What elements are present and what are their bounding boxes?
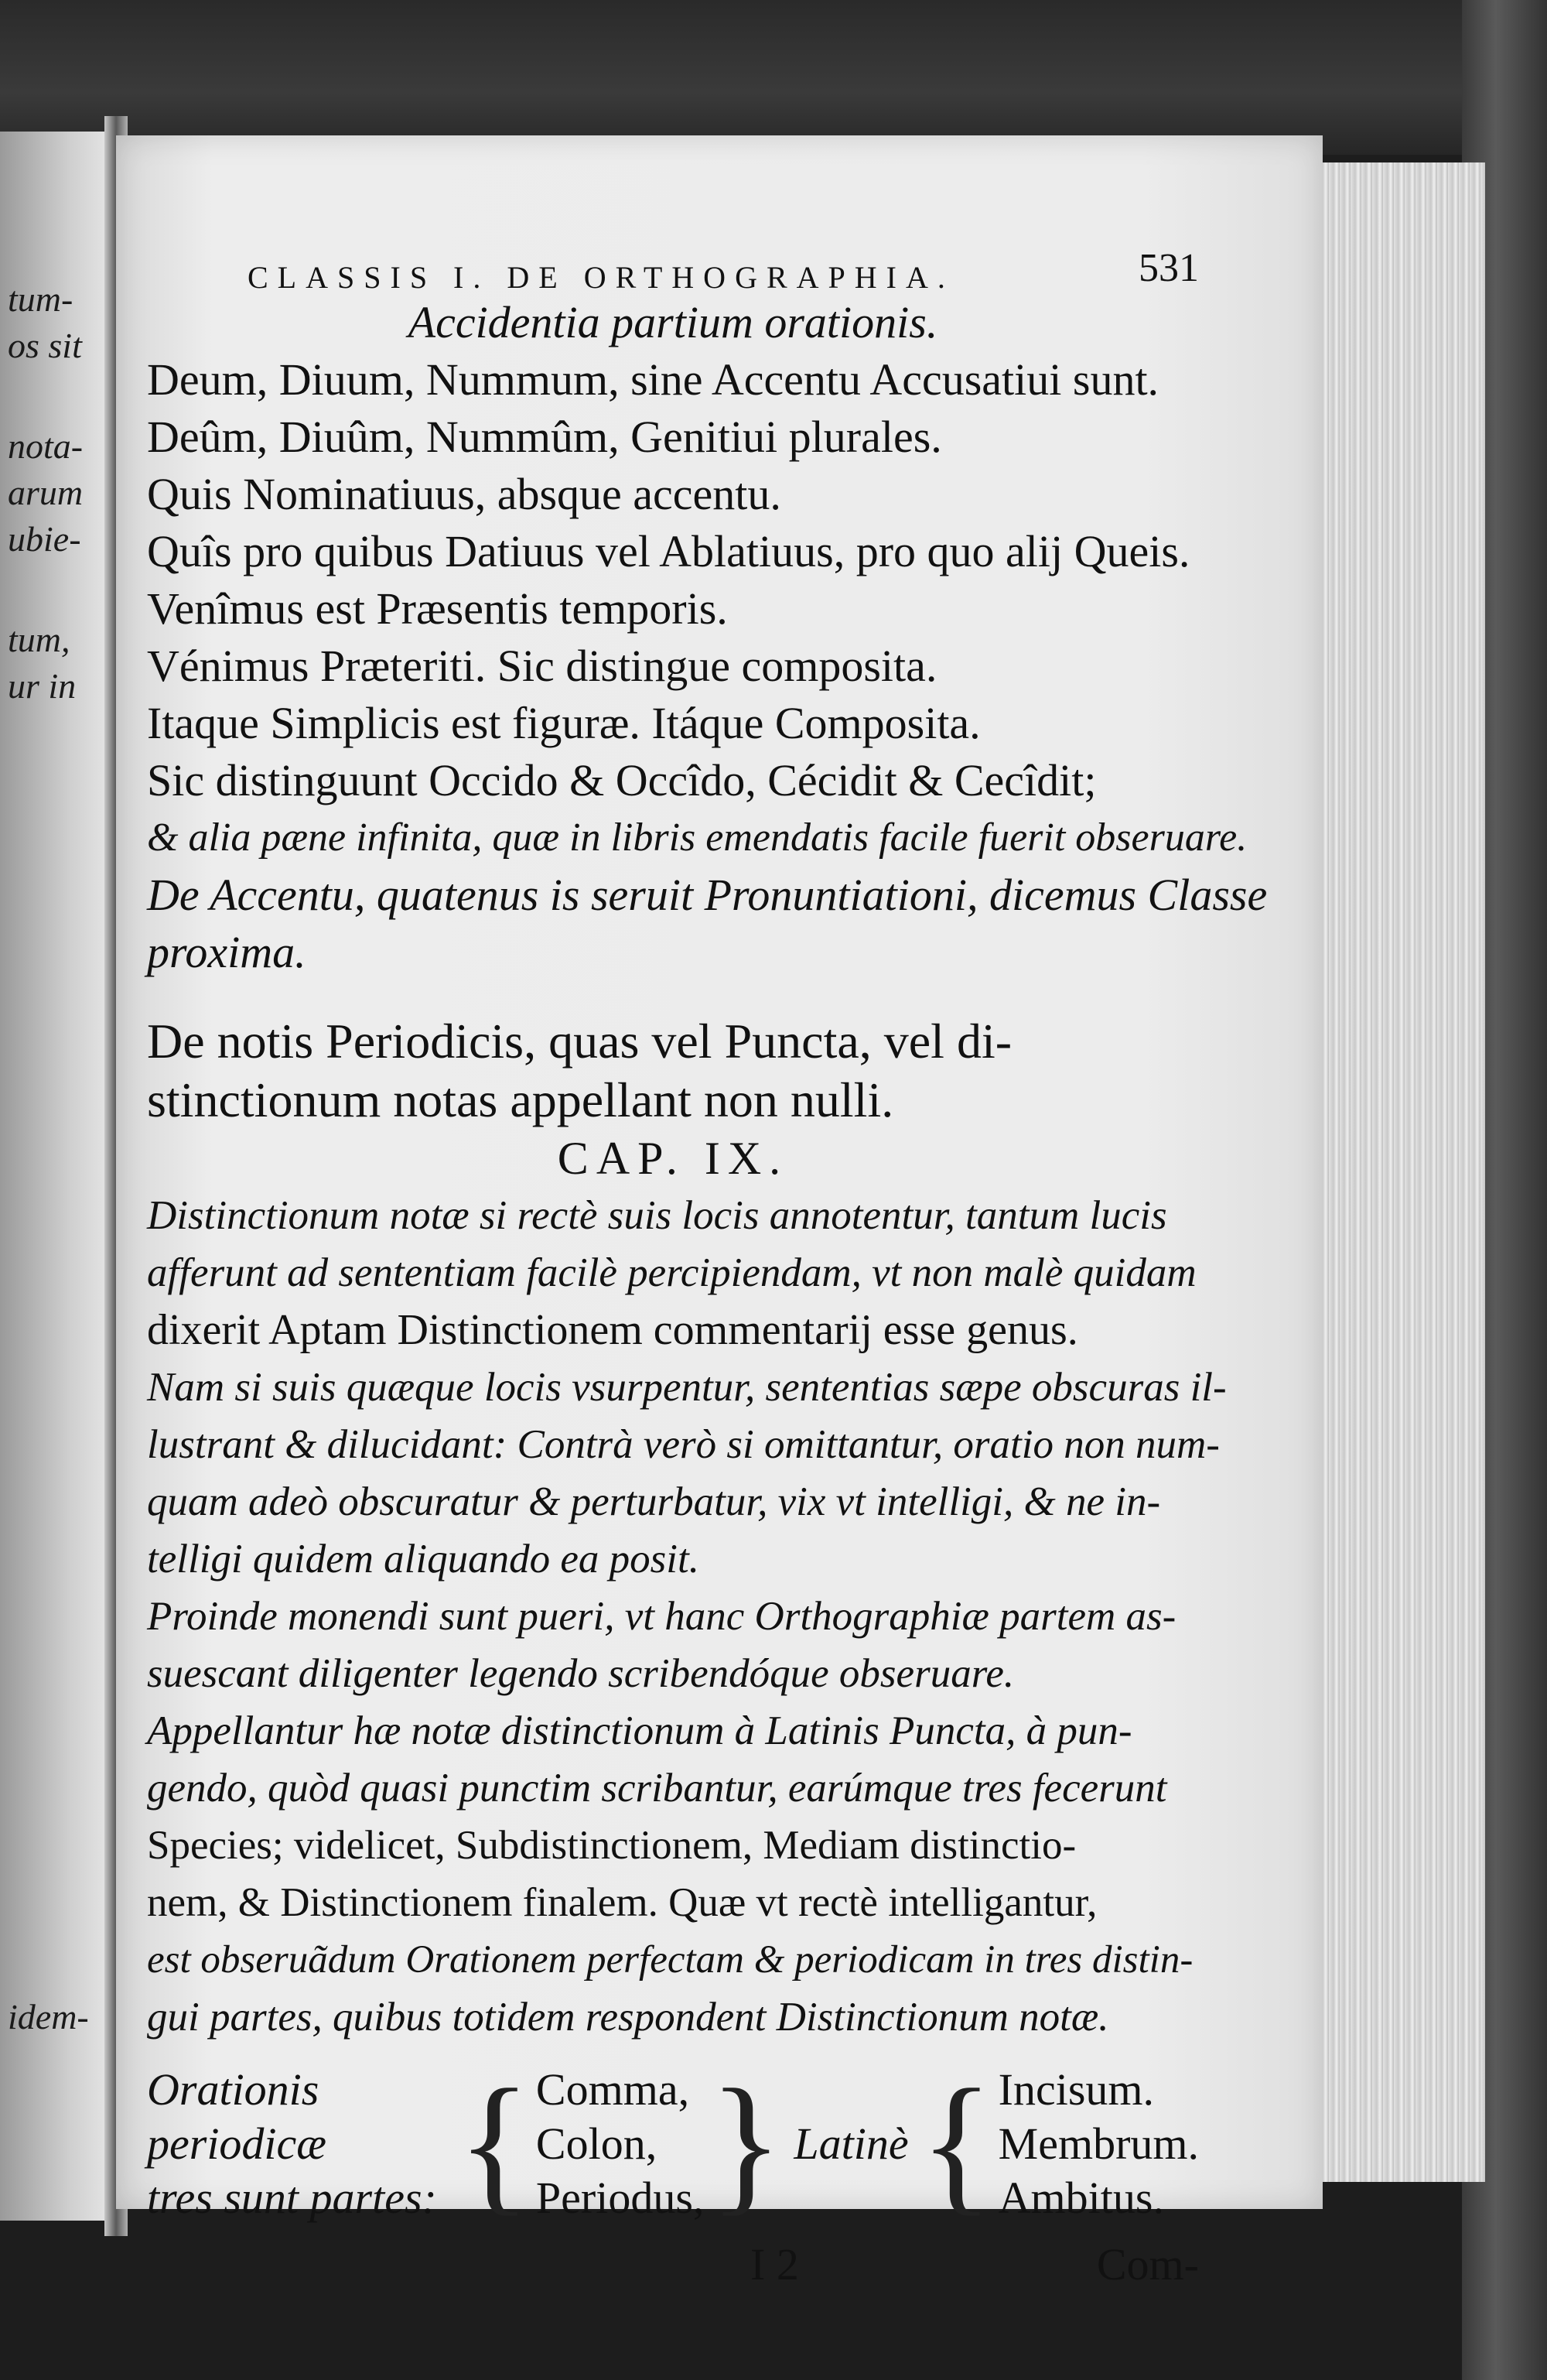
- chapter-heading-line: De notis Periodicis, quas vel Puncta, vel di-: [147, 1014, 1013, 1069]
- left-brace-icon: {: [456, 2058, 531, 2229]
- latin-term: Incisum.: [998, 2064, 1154, 2115]
- running-head: [147, 240, 1199, 294]
- partes-table: [147, 2055, 1199, 2233]
- body-line: Appellantur hæ notæ distinctionum à Latinis Puncta, à pun-: [147, 1708, 1132, 1753]
- body-line: gui partes, quibus totidem respondent Distinctionum notæ.: [147, 1995, 1109, 2040]
- left-page-edge: [0, 132, 116, 2221]
- text-line: De Accentu, quatenus is seruit Pronuntiationi, dicemus Classe: [147, 870, 1268, 920]
- text-line: Sic distinguunt Occido & Occîdo, Cécidit & Cecîdit;: [147, 755, 1097, 805]
- chapter-heading-line: stinctionum notas appellant non nulli.: [147, 1072, 894, 1127]
- text-line: Deûm, Diuûm, Nummûm, Genitiui plurales.: [147, 412, 942, 462]
- text-line: Quis Nominatiuus, absque accentu.: [147, 469, 781, 519]
- body-line: Distinctionum notæ si rectè suis locis annotentur, tantum lucis: [147, 1193, 1167, 1238]
- signature-mark: I 2: [750, 2239, 799, 2289]
- section-title: Accidentia partium orationis.: [408, 297, 938, 347]
- greek-term: Colon,: [535, 2118, 657, 2169]
- latin-term: Membrum.: [998, 2118, 1199, 2169]
- chapter-heading: [147, 1012, 1199, 1130]
- left-fragment: ur in: [8, 666, 77, 706]
- left-fragment: idem-: [8, 1997, 89, 2036]
- catchword: Com-: [1096, 2239, 1199, 2289]
- text-line: proxima.: [147, 927, 306, 977]
- greek-term: Periodus,: [535, 2173, 705, 2223]
- partes-lead-line: tres sunt partes:: [147, 2173, 437, 2223]
- left-brace-icon: {: [919, 2058, 994, 2229]
- text-line: Venîmus est Præsentis temporis.: [147, 583, 728, 634]
- body-line: quam adeò obscuratur & perturbatur, vix vt intelligi, & ne in-: [147, 1479, 1161, 1524]
- chapter-label: CAP. IX.: [557, 1133, 789, 1184]
- body-line: dixerit Aptam Distinctionem commentarij esse genus.: [147, 1306, 1078, 1354]
- left-fragment: nota-: [8, 426, 84, 466]
- body-line: Species; videlicet, Subdistinctionem, Mediam distinctio-: [147, 1823, 1077, 1868]
- left-fragment: os sit: [8, 326, 82, 365]
- left-fragment: tum-: [8, 279, 73, 319]
- body-line: suescant diligenter legendo scribendóque obseruare.: [147, 1651, 1015, 1696]
- text-line: Itaque Simplicis est figuræ. Itáque Composita.: [147, 698, 981, 748]
- greek-term: Comma,: [535, 2064, 690, 2115]
- text-line: Quîs pro quibus Datiuus vel Ablatiuus, pro quo alij Queis.: [147, 526, 1190, 576]
- body-line: gendo, quòd quasi punctim scribantur, earúmque tres fecerunt: [147, 1766, 1167, 1811]
- text-line: & alia pæne infinita, quæ in libris emendatis facile fuerit obseruare.: [147, 816, 1248, 860]
- body-line: Proinde monendi sunt pueri, vt hanc Orthographiæ partem as-: [147, 1594, 1176, 1639]
- page-text: [147, 240, 1268, 2298]
- left-fragment: arum: [8, 473, 84, 512]
- body-line: nem, & Distinctionem finalem. Quæ vt rectè intelligantur,: [147, 1880, 1098, 1925]
- latin-term: Ambitus.: [998, 2173, 1164, 2223]
- body-line: lustrant & dilucidant: Contrà verò si omittantur, oratio non num-: [147, 1422, 1220, 1467]
- left-fragment: tum,: [8, 620, 70, 659]
- latine-label: Latinè: [794, 2118, 909, 2169]
- page-footer: [147, 2236, 1199, 2298]
- body-line: afferunt ad sententiam facilè percipiendam, vt non malè quidam: [147, 1250, 1197, 1295]
- partes-lead: [147, 2063, 452, 2225]
- body-line: telligi quidem aliquando ea posit.: [147, 1537, 699, 1582]
- page-number: 531: [1139, 246, 1199, 290]
- right-brace-icon: }: [709, 2058, 784, 2229]
- partes-lead-line: Orationis periodicæ: [147, 2064, 326, 2169]
- text-line: Deum, Diuum, Nummum, sine Accentu Accusatiui sunt.: [147, 354, 1159, 405]
- latin-terms: [999, 2063, 1199, 2225]
- left-fragment: ubie-: [8, 519, 81, 559]
- page-edges: [1307, 162, 1485, 2182]
- greek-terms: [536, 2063, 705, 2225]
- running-head-title: CLASSIS I. DE ORTHOGRAPHIA.: [248, 260, 954, 295]
- text-line: Vénimus Præteriti. Sic distingue composita.: [147, 641, 937, 691]
- body-line: est obseruãdum Orationem perfectam & periodicam in tres distin-: [147, 1938, 1194, 1982]
- book-cover-top: [0, 0, 1547, 155]
- body-line: Nam si suis quæque locis vsurpentur, sententias sæpe obscuras il-: [147, 1365, 1227, 1410]
